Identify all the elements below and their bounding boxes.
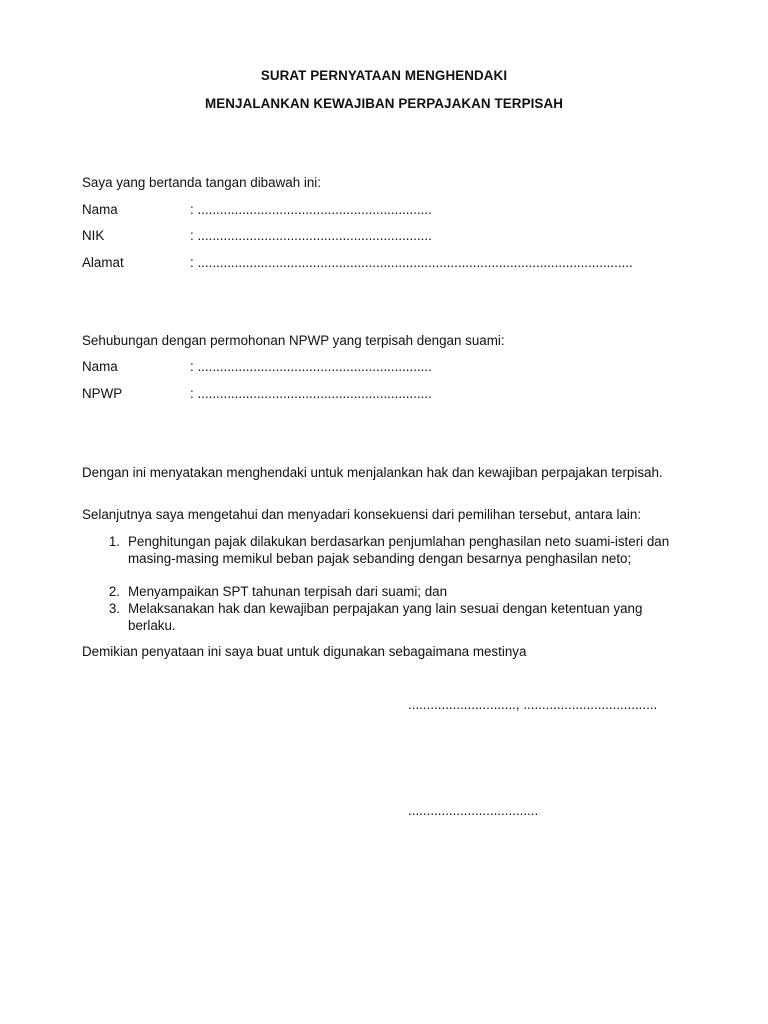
list-item-2: Menyampaikan SPT tahunan terpisah dari suami; dan (128, 584, 448, 599)
list-number-2: 2. (108, 584, 120, 599)
connection-text: Sehubungan dengan permohonan NPWP yang terpisah dengan suami: (82, 333, 505, 348)
list-number-1: 1. (108, 534, 120, 549)
intro-text: Saya yang bertanda tangan dibawah ini: (82, 175, 321, 190)
field-label-nama: Nama (82, 202, 118, 217)
list-item-3: Melaksanakan hak dan kewajiban perpajakan yang lain sesuai dengan ketentuan yang berlaku. (128, 601, 643, 633)
list-item-1: Penghitungan pajak dilakukan berdasarkan penjumlahan penghasilan neto suami-isteri dan masing-masing memikul beban pajak sebanding dengan besarnya penghasilan neto; (128, 534, 670, 566)
title-line-2: MENJALANKAN KEWAJIBAN PERPAJAKAN TERPISAH (205, 96, 563, 111)
field-label-npwp: NPWP (82, 386, 123, 401)
field-label-alamat: Alamat (82, 255, 124, 270)
signature-line: ................................... (408, 803, 539, 818)
field-value-nik: : ............................................................... (190, 228, 432, 243)
field-label-nama-suami: Nama (82, 359, 118, 374)
list-number-3: 3. (108, 601, 120, 616)
field-value-npwp: : ............................................................... (190, 386, 432, 401)
field-label-nik: NIK (82, 228, 105, 243)
statement-paragraph: Dengan ini menyatakan menghendaki untuk menjalankan hak dan kewajiban perpajakan terpisah. (82, 465, 663, 480)
consequence-intro: Selanjutnya saya mengetahui dan menyadari konsekuensi dari pemilihan tersebut, antara lain: (82, 507, 642, 522)
field-value-nama-suami: : ............................................................... (190, 359, 432, 374)
closing-text: Demikian penyataan ini saya buat untuk digunakan sebagaimana mestinya (82, 644, 527, 659)
title-line-1: SURAT PERNYATAAN MENGHENDAKI (260, 68, 508, 83)
field-value-nama: : ............................................................... (190, 202, 432, 217)
field-value-alamat: : ..................................................................................................................... (190, 255, 633, 270)
place-date-line: ............................., .................................... (408, 697, 658, 712)
